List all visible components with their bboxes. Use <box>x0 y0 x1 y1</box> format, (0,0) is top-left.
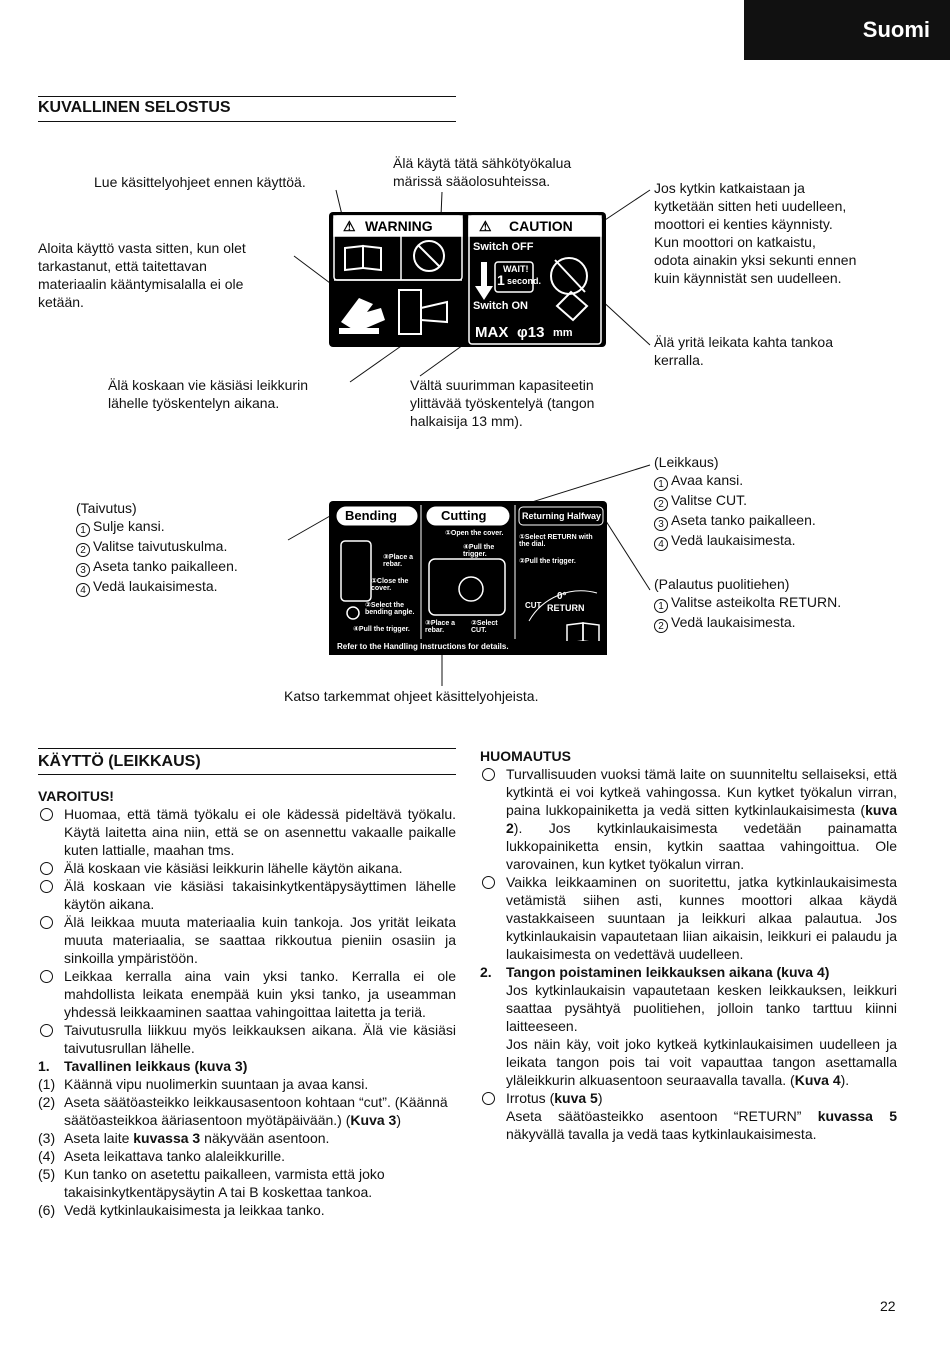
warning-bullet: Älä leikkaa muuta materiaalia kuin tankoja. Jos yrität leikata muuta materiaalia, se saattaa rikkoutua pieniin osasiin ja sinkoilla ympäristöön. <box>38 913 456 967</box>
svg-text:⚠: ⚠ <box>479 218 492 234</box>
irrotus-paragraph: Aseta säätöasteikko asentoon “RETURN” kuvassa 5 näkyvällä tavalla ja vedä taas kytkinlaukaisimesta. <box>506 1108 897 1142</box>
cutter-machine-icon <box>429 559 505 615</box>
bending-heading: Bending <box>345 508 397 523</box>
caption-see-details: Katso tarkemmat ohjeet käsittelyohjeista. <box>284 688 539 704</box>
no-double-bar-icon <box>551 258 587 320</box>
return-dial-label: RETURN <box>547 603 585 613</box>
note-bullet: Turvallisuuden vuoksi tämä laite on suunniteltu sellaiseksi, että kytkintä ei voi kytkeä vahingossa. Kun kytket työkalun virran, paina lukkopainiketta ja vedä sitten kytkinlaukaisimesta (kuva 2). Jos kytkinlaukaisimesta vedetään painamatta lukkopainiketta ensin, kytkin saattaa vahingoittua. Ole varovainen, kun kytket työkalun virran. <box>480 765 897 873</box>
cutting-step-4: ④Pull the trigger. <box>463 544 495 558</box>
return-caption: (Palautus puolitiehen) 1 Valitse asteikolta RETURN. 2 Vedä laukaisimesta. <box>654 576 842 632</box>
left-column <box>38 787 456 1219</box>
warning-bullet: Taivutusrulla liikkuu myös leikkauksen aikana. Älä vie käsiäsi taivutusrullan lähelle. <box>38 1021 456 1057</box>
max-value: φ13 <box>517 324 545 341</box>
cut-dial-label: CUT <box>525 601 542 610</box>
substep: (3) Aseta laite kuvassa 3 näkyvään asentoon. <box>38 1130 330 1146</box>
caption-switch-restart: Jos kytkin katkaistaan ja kytketään sitten heti uudelleen, moottori ei kenties käynnisty. Kun moottori on katkaistu, odota ainakin yksi sekunti ennen kuin käynnistät sen uudelleen. <box>654 180 857 286</box>
caption-two-bars: Älä yritä leikata kahta tankoa kerralla. <box>654 334 833 368</box>
cutting-heading: Cutting <box>441 508 487 523</box>
bending-step-1: ①Close the cover. <box>371 578 409 592</box>
cutting-caption: (Leikkaus) 1 Avaa kansi. 2 Valitse CUT. 3 Aseta tanko paikalleen. 4 Vedä laukaisimesta. <box>654 454 816 550</box>
cutting-step-1: ①Open the cover. <box>445 530 504 537</box>
section-title-kaytto: KÄYTTÖ (LEIKKAUS) <box>38 753 201 770</box>
language-tab-label: Suomi <box>862 17 930 42</box>
bending-step-4: ④Pull the trigger. <box>353 626 410 633</box>
warning-bullet: Älä koskaan vie käsiäsi leikkurin lähelle käytön aikana. <box>38 859 456 877</box>
bending-cutting-label <box>329 501 607 655</box>
step1-heading: 1. Tavallinen leikkaus (kuva 3) <box>38 1058 248 1074</box>
second-text: second. <box>507 276 542 286</box>
note-bullet: Vaikka leikkaaminen on suoritettu, jatka kytkinlaukaisimesta vetämistä siihen asti, kunnes moottori alkaa käydä vastakkaiseen suuntaan ja leikkuri alkaa palautua. Jos kytkinlaukaisin vapautetaan liian aikaisin, leikkuri ei palaudu ja laukaisimesta on vedettävä uudelleen. <box>480 873 897 963</box>
return-step-1: ①Select RETURN with the dial. <box>519 534 593 548</box>
warning-bullet: Huomaa, että tämä työkalu ei ole kädessä pideltävä työkalu. Käytä laitetta aina niin, että se on asennettu vakaalle paikalle kuten lattialle, maahan tms. <box>38 805 456 859</box>
irrotus-heading: Irrotus (kuva 5) <box>480 1089 897 1107</box>
return-step-2: ②Pull the trigger. <box>519 558 576 565</box>
section2-rule-top <box>38 748 456 749</box>
caption-hands: Älä koskaan vie käsiäsi leikkurin lähelle työskentelyn aikana. <box>108 377 308 411</box>
caption-check-area: Aloita käyttö vasta sitten, kun olet tarkastanut, että taitettavan materiaalin kääntymisalalla ei ole ketään. <box>38 240 246 310</box>
warning-bullet: Älä koskaan vie käsiäsi takaisinkytkentäpysäyttimen lähelle käytön aikana. <box>38 877 456 913</box>
cutting-step-2: ②Select CUT. <box>471 620 498 634</box>
max-text: MAX <box>475 324 509 341</box>
step2-heading: 2. Tangon poistaminen leikkauksen aikana (kuva 4) <box>480 964 830 980</box>
cutting-step-3: ③Place a rebar. <box>425 620 456 634</box>
page-number: 22 <box>880 1298 896 1314</box>
mm-text: mm <box>553 327 573 339</box>
book-icon <box>345 246 381 270</box>
substep: (1) Käännä vipu nuolimerkin suuntaan ja avaa kansi. <box>38 1076 369 1092</box>
label-footer: Refer to the Handling Instructions for details. <box>337 642 509 651</box>
right-column <box>480 747 897 1143</box>
caution-heading: CAUTION <box>509 218 573 234</box>
caption-read-manual: Lue käsittelyohjeet ennen käyttöä. <box>94 174 306 190</box>
hand-hazard-icon <box>339 298 385 334</box>
capacity-machine-icon <box>399 290 447 334</box>
manual-book-icon <box>567 623 599 643</box>
bending-caption: (Taivutus) 1 Sulje kansi. 2 Valitse taivutuskulma. 3 Aseta tanko paikalleen. 4 Vedä laukaisimesta. <box>76 500 238 596</box>
returning-heading: Returning Halfway <box>522 511 602 521</box>
step2-paragraph: Jos näin käy, voit joko kytkeä kytkinlaukaisimen uudelleen ja leikata tangon pois tai voit vapauttaa tangon asettamalla yläleikkurin alkuasentoon seuraavalla tavalla. (Kuva 4). <box>506 1036 897 1088</box>
section-title-kuvallinen: KUVALLINEN SELOSTUS <box>38 99 231 116</box>
svg-text:⚠: ⚠ <box>343 218 356 234</box>
warning-bullet: Leikkaa kerralla aina vain yksi tanko. Kerralla ei ole mahdollista leikata enempää kuin yksi tanko, ja useamman yhdessä leikkaaminen saattaa vahingoittaa laitetta ja teriä. <box>38 967 456 1021</box>
return-dial-zero: 0° <box>557 591 567 602</box>
warning-heading-fi: VAROITUS! <box>38 788 114 804</box>
caption-wet-conditions: Älä käytä tätä sähkötyökalua märissä sääolosuhteissa. <box>393 155 572 189</box>
warning-heading: WARNING <box>365 218 433 234</box>
step2-paragraph: Jos kytkinlaukaisin vapautetaan kesken leikkauksen, leikkuri saattaa pysähtyä puolitiehen, jolloin tanko tarttuu kiinni laitteeseen. <box>506 982 897 1034</box>
switch-off-text: Switch OFF <box>473 241 534 253</box>
switch-on-text: Switch ON <box>473 300 529 312</box>
warning-caution-label <box>329 212 606 347</box>
note-heading: HUOMAUTUS <box>480 748 571 764</box>
substep: (4) Aseta leikattava tanko alaleikkurille. <box>38 1148 286 1164</box>
section2-rule-bottom <box>38 774 456 775</box>
bending-step-3: ③Place a rebar. <box>383 554 414 568</box>
substep: (2) Aseta säätöasteikko leikkausasentoon kohtaan “cut”. (Käännä säätöasteikkoa ääriasentoon myötäpäivään.) (Kuva 3) <box>38 1094 448 1128</box>
caption-capacity: Vältä suurimman kapasiteetin ylittävää työskentelyä (tangon halkaisija 13 mm). <box>410 377 595 429</box>
bending-step-2: ②Select the bending angle. <box>365 602 415 616</box>
substep: (5) Kun tanko on asetettu paikalleen, varmista että joko takaisinkytkentäpysäytin A tai B koskettaa tankoa. <box>38 1166 385 1200</box>
one-text: 1 <box>497 272 505 288</box>
wait-text: WAIT! <box>503 264 529 274</box>
no-rain-icon <box>414 241 444 271</box>
substep: (6) Vedä kytkinlaukaisimesta ja leikkaa tanko. <box>38 1202 325 1218</box>
